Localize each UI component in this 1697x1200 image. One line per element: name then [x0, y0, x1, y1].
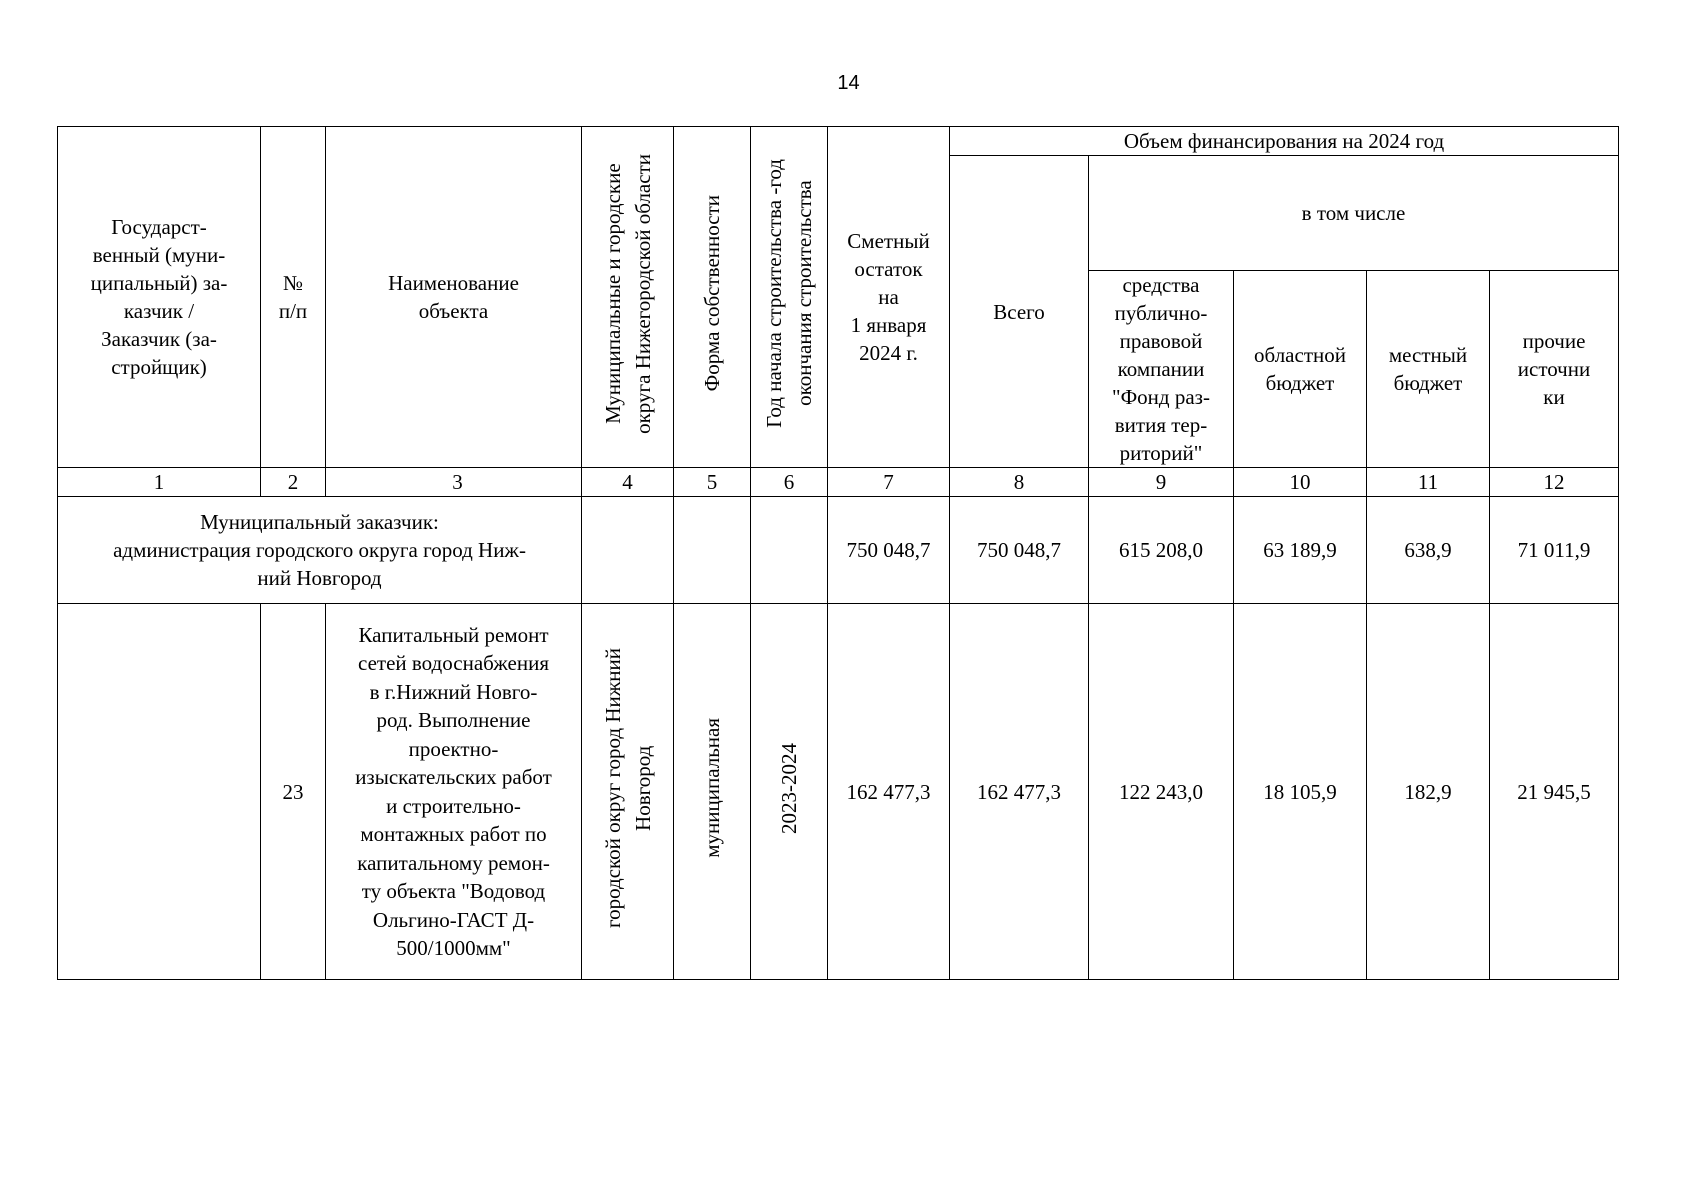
column-number: 7	[828, 468, 950, 497]
object-estimate-balance: 162 477,3	[828, 604, 950, 980]
column-number: 8	[950, 468, 1089, 497]
customer-ownership	[674, 497, 751, 604]
object-ownership: муниципальная	[674, 604, 751, 980]
header-local: местный бюджет	[1367, 271, 1490, 468]
object-index: 23	[261, 604, 326, 980]
header-district: Муниципальные и городские округа Нижегородской области	[582, 127, 674, 468]
object-regional: 18 105,9	[1234, 604, 1367, 980]
header-total: Всего	[950, 156, 1089, 468]
header-regional: областной бюджет	[1234, 271, 1367, 468]
header-object-name: Наименование объекта	[326, 127, 582, 468]
column-numbers-row	[58, 468, 1619, 497]
column-number: 3	[326, 468, 582, 497]
object-total: 162 477,3	[950, 604, 1089, 980]
header-years: Год начала строительства -год окончания строительства	[751, 127, 828, 468]
header-including: в том числе	[1089, 156, 1619, 271]
column-number: 2	[261, 468, 326, 497]
customer-fund: 615 208,0	[1089, 497, 1234, 604]
customer-years	[751, 497, 828, 604]
column-number: 10	[1234, 468, 1367, 497]
object-years: 2023-2024	[751, 604, 828, 980]
column-number: 6	[751, 468, 828, 497]
customer-row	[58, 497, 1619, 604]
object-fund: 122 243,0	[1089, 604, 1234, 980]
header-other: прочие источни ки	[1490, 271, 1619, 468]
header-row-1	[58, 127, 1619, 156]
header-index: № п/п	[261, 127, 326, 468]
column-number: 11	[1367, 468, 1490, 497]
object-other: 21 945,5	[1490, 604, 1619, 980]
column-number: 12	[1490, 468, 1619, 497]
customer-total: 750 048,7	[950, 497, 1089, 604]
object-customer	[58, 604, 261, 980]
object-name: Капитальный ремонт сетей водоснабжения в г.Нижний Новго- род. Выполнение проектно- изыскательских работ и строительно- монтажных работ по капитальному ремон- ту объекта "Водовод Ольгино-ГАСТ Д- 500/1000мм"	[326, 604, 582, 980]
header-fund: средства публично- правовой компании "Фонд раз- вития тер- риторий"	[1089, 271, 1234, 468]
customer-local: 638,9	[1367, 497, 1490, 604]
object-district: городской округ город Нижний Новгород	[582, 604, 674, 980]
customer-label: Муниципальный заказчик: администрация городского округа город Ниж- ний Новгород	[58, 497, 582, 604]
header-ownership: Форма собственности	[674, 127, 751, 468]
page-number: 14	[837, 72, 860, 94]
column-number: 9	[1089, 468, 1234, 497]
financing-table	[57, 126, 1619, 980]
header-estimate-balance: Сметный остаток на 1 января 2024 г.	[828, 127, 950, 468]
customer-estimate-balance: 750 048,7	[828, 497, 950, 604]
header-customer: Государст- венный (муни- ципальный) за- казчик / Заказчик (за- стройщик)	[58, 127, 261, 468]
customer-other: 71 011,9	[1490, 497, 1619, 604]
customer-district	[582, 497, 674, 604]
object-local: 182,9	[1367, 604, 1490, 980]
header-funding-group: Объем финансирования на 2024 год	[950, 127, 1619, 156]
column-number: 4	[582, 468, 674, 497]
object-row	[58, 604, 1619, 980]
column-number: 5	[674, 468, 751, 497]
column-number: 1	[58, 468, 261, 497]
customer-regional: 63 189,9	[1234, 497, 1367, 604]
